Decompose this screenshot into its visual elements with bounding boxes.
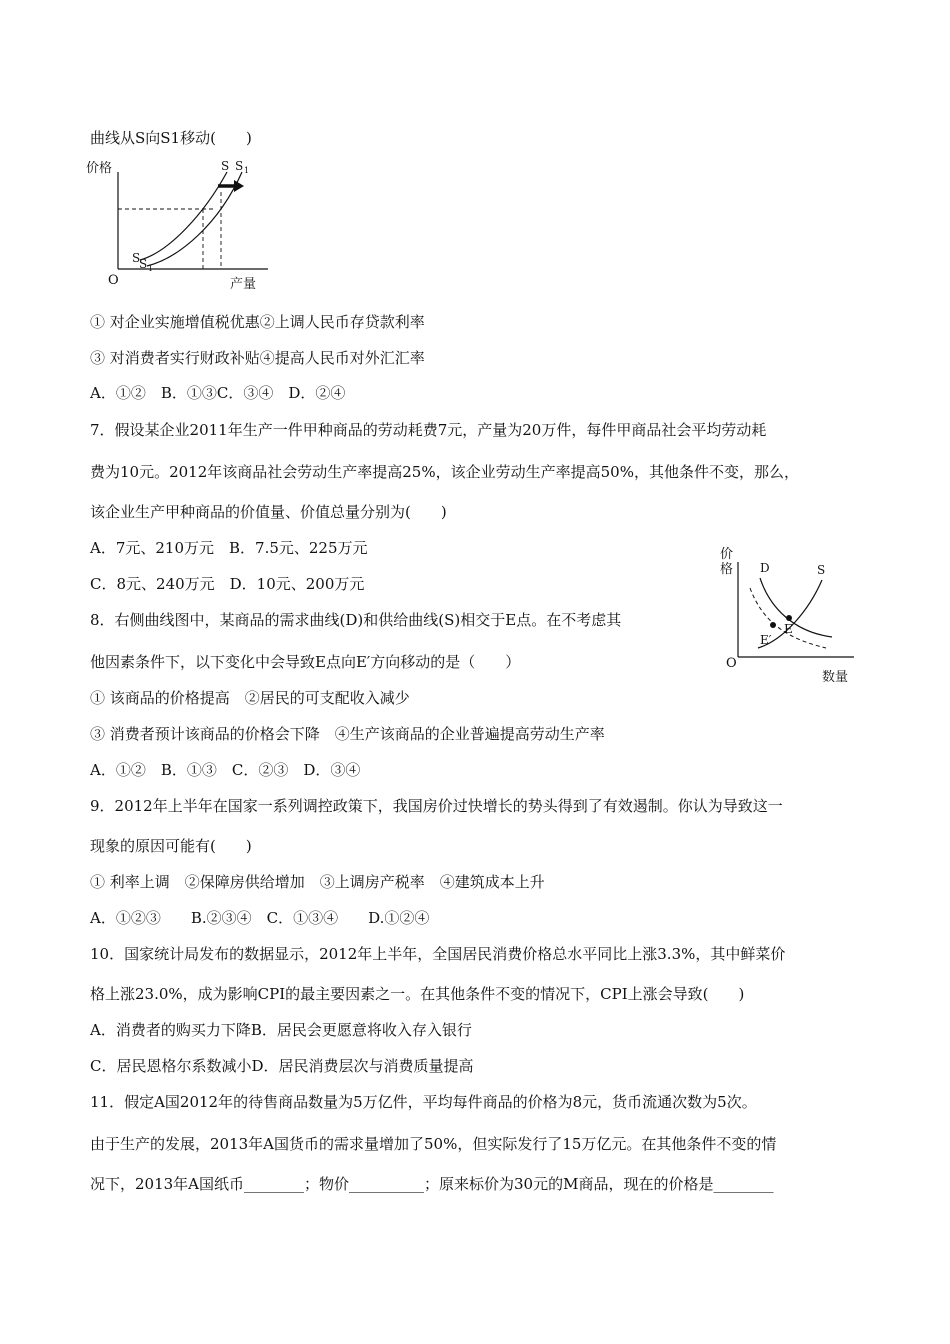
q9-choices: A．①②③ B.②③④ C．①③④ D.①②④ bbox=[90, 909, 430, 927]
q7-choices-2: C．8元、240万元 D．10元、200万元 bbox=[90, 575, 365, 593]
fig2-x-label: 数量 bbox=[822, 670, 849, 685]
fig2-y-label-1: 价 bbox=[720, 547, 734, 562]
fig2-e-label: E bbox=[784, 622, 793, 636]
fig2-s-label: S bbox=[817, 563, 826, 577]
fig1-y-label: 价格 bbox=[86, 161, 113, 176]
fig1-s1-low-sub: 1 bbox=[148, 264, 154, 273]
q10-line-2: 格上涨23.0%，成为影响CPI的最主要因素之一。在其他条件不变的情况下，CPI上涨会导致( ) bbox=[90, 985, 745, 1003]
fig2-e-prime-label: E′ bbox=[760, 633, 772, 647]
q6-stem-tail: 曲线从S向S1移动( ) bbox=[90, 129, 252, 147]
fig1-s-low-label: S bbox=[132, 251, 141, 265]
q6-choices: A．①② B．①③C．③④ D．②④ bbox=[90, 384, 346, 402]
q7-line-2: 费为10元。2012年该商品社会劳动生产率提高25%，该企业劳动生产率提高50%，其他条件不变，那么， bbox=[90, 463, 799, 481]
q10-line-1: 10．国家统计局发布的数据显示，2012年上半年，全国居民消费价格总水平同比上涨3.3%，其中鲜菜价 bbox=[90, 945, 786, 963]
q8-choices: A．①② B．①③ C．②③ D．③④ bbox=[90, 761, 361, 779]
q7-line-3: 该企业生产甲种商品的价值量、价值总量分别为( ) bbox=[90, 503, 447, 521]
q11-line-2: 由于生产的发展，2013年A国货币的需求量增加了50%，但实际发行了15万亿元。在其他条件不变的情 bbox=[90, 1135, 777, 1153]
q11-line-1: 11．假定A国2012年的待售商品数量为5万亿件，平均每件商品的价格为8元，货币流通次数为5次。 bbox=[90, 1093, 757, 1111]
demand-supply-figure bbox=[714, 540, 864, 688]
fig2-demand-curve bbox=[760, 578, 832, 637]
q9-line-1: 9．2012年上半年在国家一系列调控政策下，我国房价过快增长的势头得到了有效遏制。你认为导致这一 bbox=[90, 797, 783, 815]
fig2-point-e bbox=[786, 615, 792, 621]
fig1-s1-sub: 1 bbox=[244, 166, 250, 175]
q9-line-2: 现象的原因可能有( ) bbox=[90, 837, 252, 855]
q8-options-1: ① 该商品的价格提高 ②居民的可支配收入减少 bbox=[90, 689, 410, 707]
q6-options-1: ① 对企业实施增值税优惠②上调人民币存贷款利率 bbox=[90, 313, 425, 331]
q7-choices-1: A．7元、210万元 B．7.5元、225万元 bbox=[90, 539, 368, 557]
q8-options-2: ③ 消费者预计该商品的价格会下降 ④生产该商品的企业普遍提高劳动生产率 bbox=[90, 725, 605, 743]
q11-line-3: 况下，2013年A国纸币________；物价__________；原来标价为30元的M商品，现在的价格是________ bbox=[90, 1175, 774, 1193]
q10-choices-2: C．居民恩格尔系数减小D．居民消费层次与消费质量提高 bbox=[90, 1057, 474, 1075]
q6-options-2: ③ 对消费者实行财政补贴④提高人民币对外汇汇率 bbox=[90, 349, 425, 367]
q8-line-1: 8．右侧曲线图中，某商品的需求曲线(D)和供给曲线(S)相交于E点。在不考虑其 bbox=[90, 611, 622, 629]
fig1-arrow-head bbox=[234, 180, 244, 192]
q9-options: ① 利率上调 ②保障房供给增加 ③上调房产税率 ④建筑成本上升 bbox=[90, 873, 545, 891]
fig2-point-e-prime bbox=[770, 622, 776, 628]
fig1-x-label: 产量 bbox=[230, 277, 257, 292]
q8-line-2: 他因素条件下，以下变化中会导致E点向E′方向移动的是（ ） bbox=[90, 653, 521, 671]
fig1-curve-s bbox=[140, 172, 227, 260]
fig2-y-label-2: 格 bbox=[720, 562, 734, 577]
fig1-origin: O bbox=[108, 273, 119, 288]
fig2-origin: O bbox=[726, 656, 737, 671]
fig1-s1-low-label: S bbox=[139, 257, 148, 271]
fig1-s1-label: S bbox=[235, 159, 244, 173]
fig1-s-label: S bbox=[221, 159, 230, 173]
q10-choices-1: A．消费者的购买力下降B．居民会更愿意将收入存入银行 bbox=[90, 1021, 472, 1039]
fig2-d-label: D bbox=[760, 561, 770, 575]
q7-line-1: 7．假设某企业2011年生产一件甲种商品的劳动耗费7元，产量为20万件，每件甲商品社会平均劳动耗 bbox=[90, 421, 767, 439]
supply-shift-figure bbox=[84, 152, 274, 294]
